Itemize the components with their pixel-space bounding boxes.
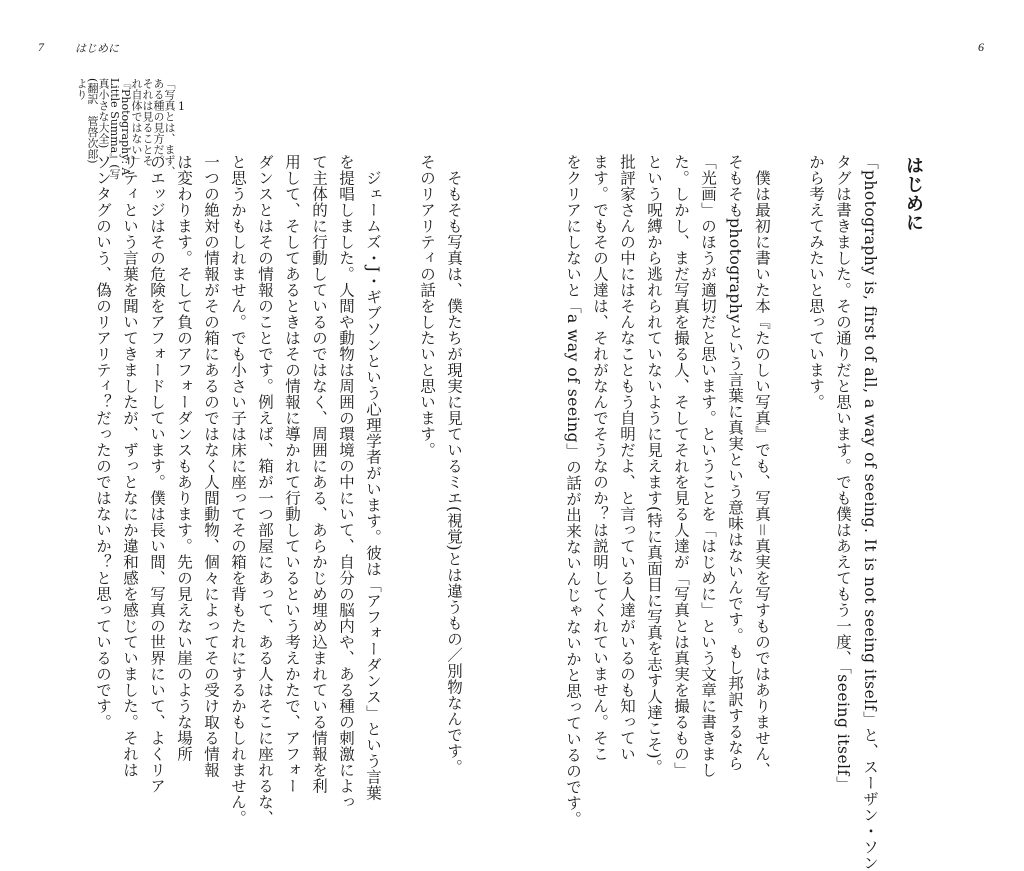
- right-line: ます。でもその人達は、それがなんでそうなのか？は説明してくれていません。そこ: [591, 154, 609, 762]
- left-line: ダンスとはその情報のことです。例えば、箱が一つ部屋にあって、ある人はそこに座れるな、: [256, 154, 274, 826]
- right-line: という呪縛から逃れられていないように見えます(特に真面目に写真を志す人達こそ)。: [645, 154, 663, 776]
- running-head: はじめに: [75, 43, 119, 55]
- footnote-line: ある種の見方だ。: [152, 78, 165, 166]
- left-line: は変わります。そして負のアフォーダンスもあります。先の見えない崖のような場所: [175, 154, 193, 762]
- right-line: タグは書きました。その通りだと思います。でも僕はあえてもう一度、「seeing itself」: [834, 154, 852, 792]
- left-line: と思うかもしれません。でも小さい子は床に座ってその箱を背もたれにするかもしれません。: [229, 154, 247, 826]
- left-page-number: 7: [38, 40, 44, 54]
- right-line: た。しかし、まだ写真を撮る人、そしてそれを見る人達が「写真とは真実を撮るもの」: [672, 154, 690, 778]
- left-line: リティという言葉を聞いてきましたが、ずっとなにか違和感を感じていました。それは: [121, 154, 139, 778]
- chapter-title: はじめに: [903, 156, 924, 232]
- left-line: ジェームズ・J・ギブソンという心理学者がいます。彼は「アフォーダンス」という言葉: [364, 154, 382, 801]
- footnote-line: 真小さな大全): [97, 78, 110, 149]
- left-line: のエッジはその危険をアフォードしています。僕は長い間、写真の世界にいて、よくリア: [148, 154, 166, 794]
- left-line: 一つの絶対の情報がその箱にあるのではなく人間動物、個々によってその受け取る情報: [202, 154, 220, 778]
- footnote-line: (翻訳 管啓次郎): [86, 78, 99, 164]
- footnote-line: Little Summa』(写: [108, 78, 121, 180]
- right-line: から考えてみたいと思っています。: [807, 154, 825, 410]
- footnote-line: それは見ることそ: [141, 78, 154, 166]
- left-line: を提唱しました。人間や動物は周囲の環境の中にいて、自分の脳内や、ある種の刺激によっ: [337, 154, 355, 810]
- right-line: 批評家さんの中にはそんなこともう自明だよ、と言っている人達がいるのも知ってい: [618, 154, 636, 762]
- right-line: 「光画」のほうが適切だと思います。ということを「はじめに」という文章に書きまし: [699, 154, 717, 778]
- right-line: そもそもphotographyという言葉に真実という意味はないんです。もし邦訳するなら: [726, 154, 744, 772]
- footnote-number: 1: [178, 100, 185, 113]
- footnote-line: れ自体ではない」: [130, 78, 143, 166]
- right-line: 僕は最初に書いた本『たのしい写真』でも、写真＝真実を写すものではありません、: [753, 154, 771, 779]
- footnote-line: 「写真とは、まず、: [163, 78, 176, 177]
- left-line: そのリアリティの話をしたいと思います。: [418, 154, 436, 458]
- footnote-line: より: [75, 78, 88, 100]
- right-line: 「photography is, first of all, a way of seeing. It is not seeing itself」と、スーザン・ソン: [861, 154, 879, 871]
- left-line: ソンタグのいう、偽のリアリティ？だったのではないか？と思っているのです。: [94, 154, 112, 730]
- footnote-line: 『Photography: A: [119, 78, 132, 176]
- left-line: そもそも写真は、僕たちが現実に見ているミエ(視覚)とは違うもの／別物なんです。: [445, 154, 463, 776]
- left-line: 用して、そしてあるときはその情報に導かれて行動しているという考えかたで、アフォー: [283, 154, 301, 794]
- left-line: て主体的に行動しているのではなく、周囲にある、あらかじめ埋め込まれている情報を利: [310, 154, 328, 794]
- right-line: をクリアにしないと「a way of seeing」の話が出来ないんじゃないかと思っているのです。: [564, 154, 582, 828]
- right-page-number: 6: [978, 40, 984, 54]
